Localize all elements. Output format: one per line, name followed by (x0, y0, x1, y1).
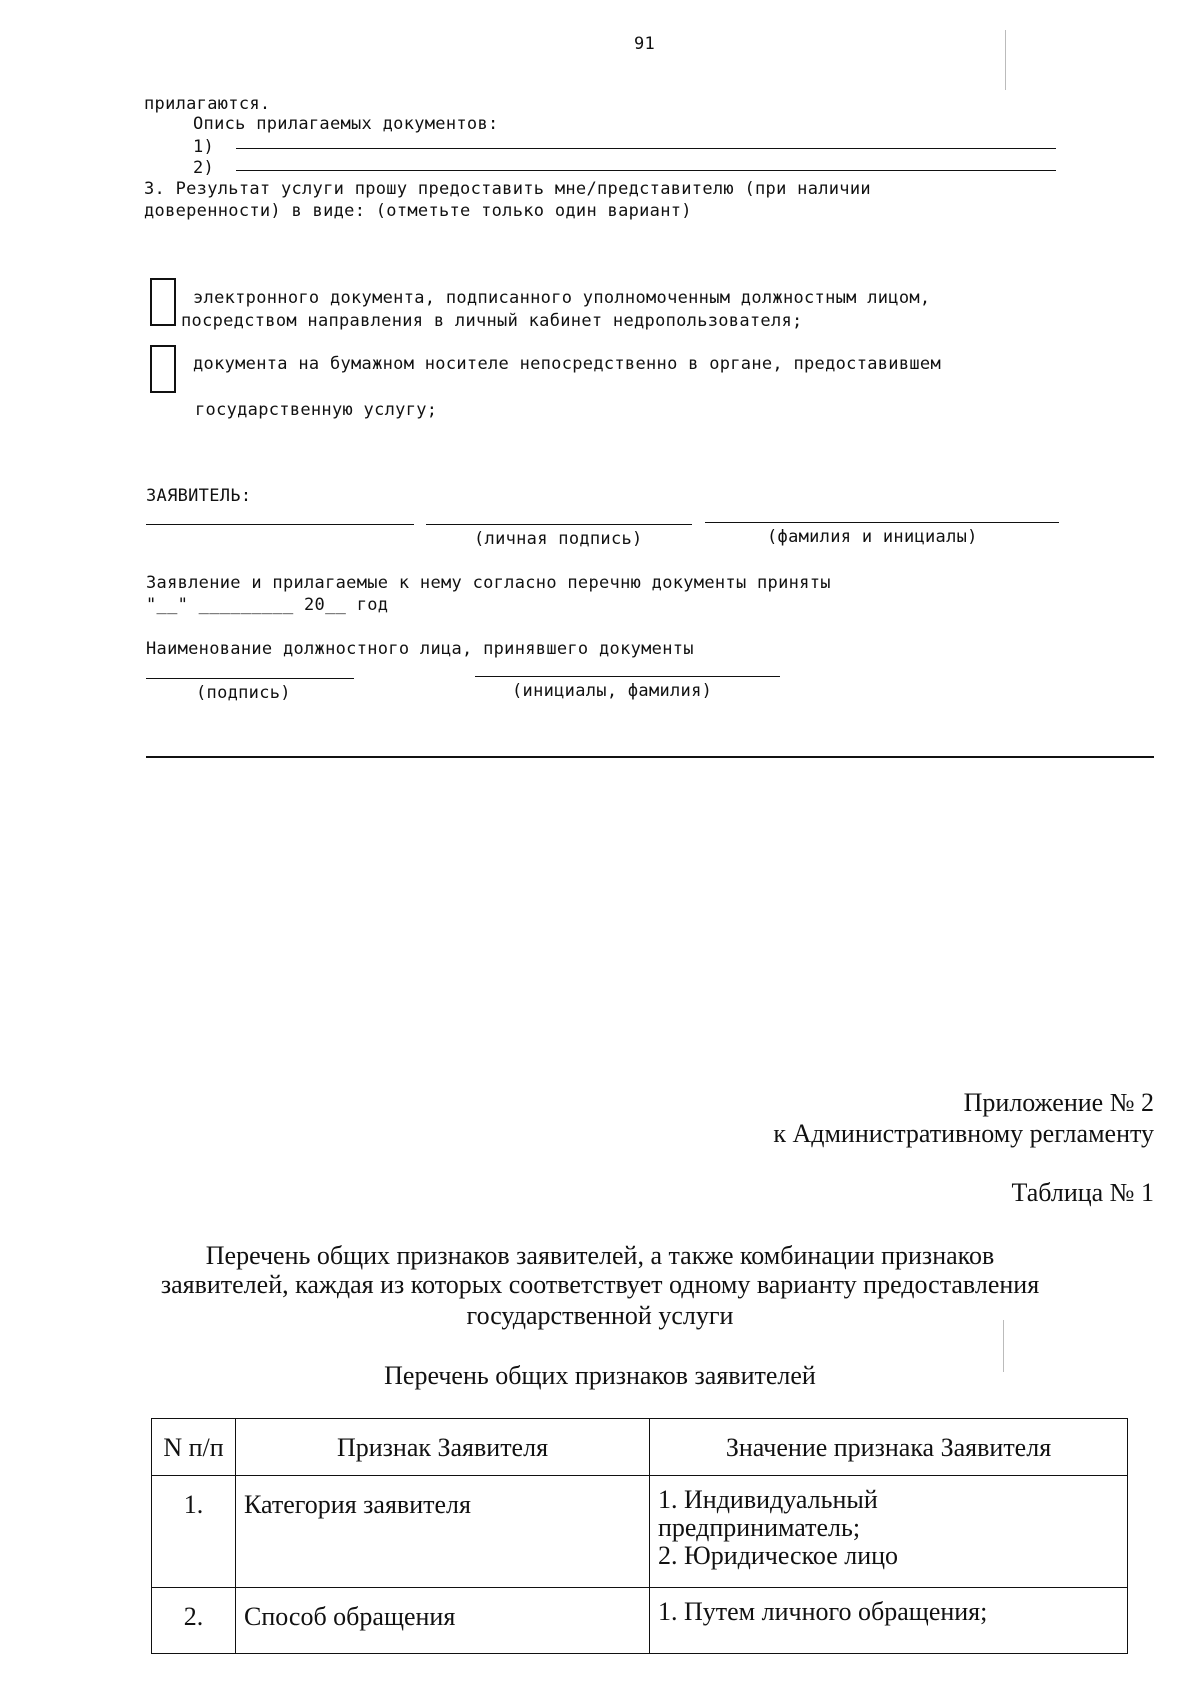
row-1-value-line-1: 1. Индивидуальный (658, 1485, 878, 1514)
appendix-subtitle: к Административному регламенту (773, 1119, 1154, 1148)
inventory-line-1[interactable] (236, 148, 1056, 149)
section-separator (146, 756, 1154, 758)
applicant-signature-line[interactable] (426, 524, 692, 525)
row-2-values (650, 1588, 1128, 1654)
table-label: Таблица № 1 (1011, 1178, 1154, 1207)
row-1-value-line-2: предприниматель; (658, 1513, 861, 1542)
header-number: N п/п (152, 1419, 236, 1476)
option-electronic-line-2: посредством направления в личный кабинет недропользователя; (181, 311, 803, 331)
applicant-blank-1[interactable] (146, 524, 414, 525)
inventory-line-2[interactable] (236, 170, 1056, 171)
result-line-2: доверенности) в виде: (отметьте только один вариант) (144, 201, 692, 221)
inventory-label: Опись прилагаемых документов: (193, 114, 499, 134)
official-sign-line[interactable] (146, 678, 354, 679)
scan-edge-top (1005, 30, 1006, 90)
official-label: Наименование должностного лица, принявшего документы (146, 639, 694, 659)
row-1-feature: Категория заявителя (236, 1476, 650, 1588)
header-value: Значение признака Заявителя (650, 1419, 1128, 1476)
inventory-item-2: 2) (193, 158, 215, 178)
official-name-line[interactable] (475, 676, 780, 677)
inventory-item-1: 1) (193, 137, 215, 157)
row-1-value-line-3: 2. Юридическое лицо (658, 1541, 899, 1570)
option-paper-checkbox[interactable] (150, 345, 176, 393)
table-row (152, 1476, 1128, 1588)
appendix-heading-line-2: заявителей, каждая из которых соответствует одному варианту предоставления (160, 1270, 1040, 1299)
header-feature: Признак Заявителя (236, 1419, 650, 1476)
appendix-subheading: Перечень общих признаков заявителей (384, 1361, 816, 1390)
accepted-line: Заявление и прилагаемые к нему согласно перечню документы приняты (146, 573, 831, 593)
name-caption: (фамилия и инициалы) (767, 527, 978, 547)
applicant-features-table (151, 1418, 1128, 1654)
applicant-label: ЗАЯВИТЕЛЬ: (146, 486, 252, 506)
appendix-title: Приложение № 2 (963, 1088, 1154, 1117)
official-sign-caption: (подпись) (196, 683, 291, 703)
result-line-1: 3. Результат услуги прошу предоставить мне/представителю (при наличии (144, 179, 871, 199)
row-2-feature: Способ обращения (236, 1588, 650, 1654)
option-electronic-checkbox[interactable] (150, 278, 176, 326)
table-row (152, 1588, 1128, 1654)
row-1-number: 1. (152, 1476, 236, 1588)
option-paper-line-2: государственную услугу; (195, 400, 438, 420)
row-2-number: 2. (152, 1588, 236, 1654)
date-line: "__" _________ 20__ год (146, 595, 389, 615)
option-paper-line-1: документа на бумажном носителе непосредственно в органе, предоставившем (193, 354, 941, 374)
appendix-heading-line-3: государственной услуги (466, 1301, 734, 1330)
appendix-heading-line-1: Перечень общих признаков заявителей, а также комбинации признаков (205, 1241, 995, 1270)
table-header-row (152, 1419, 1128, 1476)
applicant-name-line[interactable] (705, 522, 1059, 523)
intro-text: прилагаются. (144, 94, 271, 114)
option-electronic-line-1: электронного документа, подписанного уполномоченным должностным лицом, (193, 288, 931, 308)
row-2-value-line-1: 1. Путем личного обращения; (658, 1597, 988, 1626)
signature-caption: (личная подпись) (474, 529, 643, 549)
row-1-values (650, 1476, 1128, 1588)
page-number: 91 (634, 34, 656, 54)
official-name-caption: (инициалы, фамилия) (512, 681, 713, 701)
